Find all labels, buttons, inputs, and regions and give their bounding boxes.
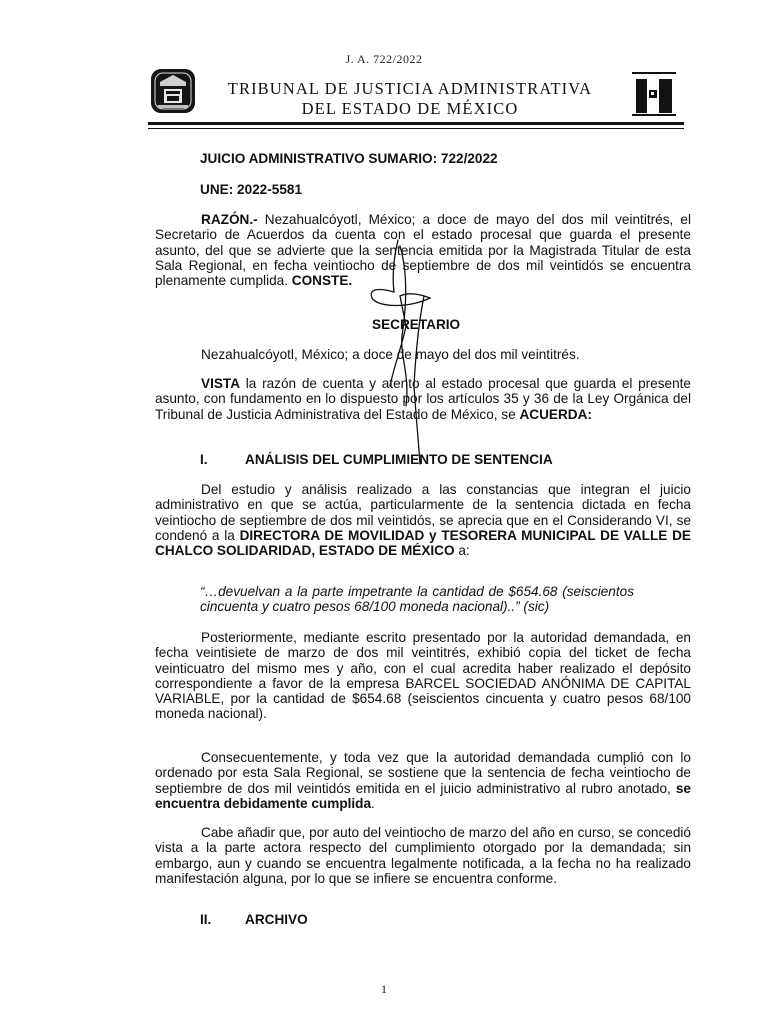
estudio-paragraph	[155, 482, 691, 558]
consecuentemente-tail: .	[371, 795, 375, 811]
sentence-quote: “…devuelvan a la parte impetrante la cantidad de $654.68 (seiscientos cincuenta y cuatro pesos 68/100 moneda nacional)..” (sic)	[200, 584, 634, 615]
section-2-number: II.	[200, 912, 212, 927]
case-reference: J. A. 722/2022	[345, 52, 423, 66]
vista-label: VISTA	[201, 376, 241, 391]
razon-label: RAZÓN.-	[201, 212, 258, 227]
vista-text: la razón de cuenta y atento al estado procesal que guarda el presente asunto, con fundamento en lo dispuesto por los artículos 35 y 36 de la Ley Orgánica del Tribunal de Justicia Administrativa del Estado de México, se	[155, 376, 691, 422]
cabe-paragraph: Cabe añadir que, por auto del veintiocho de marzo del año en curso, se concedió vista a la parte actora respecto del cumplimiento otorgado por la demandada; sin embargo, aun y cuando se encuentra legalmente notificada, a la fecha no ha realizado manifestación alguna, por lo que se infiere se encuentra conforme.	[155, 825, 691, 886]
consecuentemente-paragraph	[155, 750, 691, 811]
vista-closing: ACUERDA:	[519, 406, 592, 422]
header-rule-thin	[148, 128, 684, 129]
estudio-authority: DIRECTORA DE MOVILIDAD y TESORERA MUNICIPAL DE VALLE DE CHALCO SOLIDARIDAD, ESTADO DE MÉXICO	[155, 527, 691, 559]
header-rule-thick	[148, 122, 684, 125]
une-number: UNE: 2022-5581	[200, 182, 303, 197]
section-1-number: I.	[200, 452, 208, 467]
section-2-heading: ARCHIVO	[245, 912, 308, 927]
institution-heading	[200, 79, 620, 119]
section-1-heading: ANÁLISIS DEL CUMPLIMIENTO DE SENTENCIA	[245, 452, 553, 467]
razon-closing: CONSTE.	[291, 273, 353, 289]
estudio-tail: a:	[454, 543, 470, 559]
document-title: JUICIO ADMINISTRATIVO SUMARIO: 722/2022	[200, 151, 498, 166]
handwritten-signature	[350, 236, 460, 466]
consecuentemente-text: Consecuentemente, y toda vez que la autoridad demandada cumplió con lo ordenado por esta Sala Regional, se sostiene que la sentencia de fecha veintiocho de septiembre de dos mil veintidós emitida en el juicio administrativo al rubro anotado,	[155, 750, 691, 796]
consecuentemente-bold: se encuentra debidamente cumplida	[155, 780, 691, 811]
date-line: Nezahualcóyotl, México; a doce de mayo del dos mil veintitrés.	[201, 347, 580, 362]
posteriormente-paragraph: Posteriormente, mediante escrito presentado por la autoridad demandada, en fecha veintisiete de marzo de dos mil veintitrés, exhibió copia del ticket de fecha veinticuatro del mismo mes y año, con el cual acredita haber realizado el depósito correspondiente a favor de la empresa BARCEL SOCIEDAD ANÓNIMA DE CAPITAL VARIABLE, por la cantidad de $654.68 (seiscientos cincuenta y cuatro pesos 68/100 moneda nacional).	[155, 630, 691, 722]
institution-line-2: DEL ESTADO DE MÉXICO	[301, 99, 519, 118]
tribunal-logo-icon	[630, 72, 678, 116]
page-number: 1	[381, 982, 387, 996]
secretario-label: SECRETARIO	[372, 317, 461, 332]
state-coat-of-arms-icon	[148, 66, 198, 116]
institution-line-1: TRIBUNAL DE JUSTICIA ADMINISTRATIVA	[227, 79, 593, 98]
razon-text: Nezahualcóyotl, México; a doce de mayo del dos mil veintitrés, el Secretario de Acuerdos da cuenta con el estado procesal que guarda el presente asunto, del que se advierte que la sentencia emitida por la Magistrada Titular de esta Sala Regional, en fecha veintiocho de septiembre de dos mil veintidós se encuentra plenamente cumplida.	[155, 212, 691, 289]
estudio-text: Del estudio y análisis realizado a las constancias que integran el juicio administrativo en que se actúa, particularmente de la sentencia dictada en fecha veintiocho de septiembre de dos mil veintidós, se aprecia que en el Considerando VI, se condenó a la	[155, 482, 691, 543]
